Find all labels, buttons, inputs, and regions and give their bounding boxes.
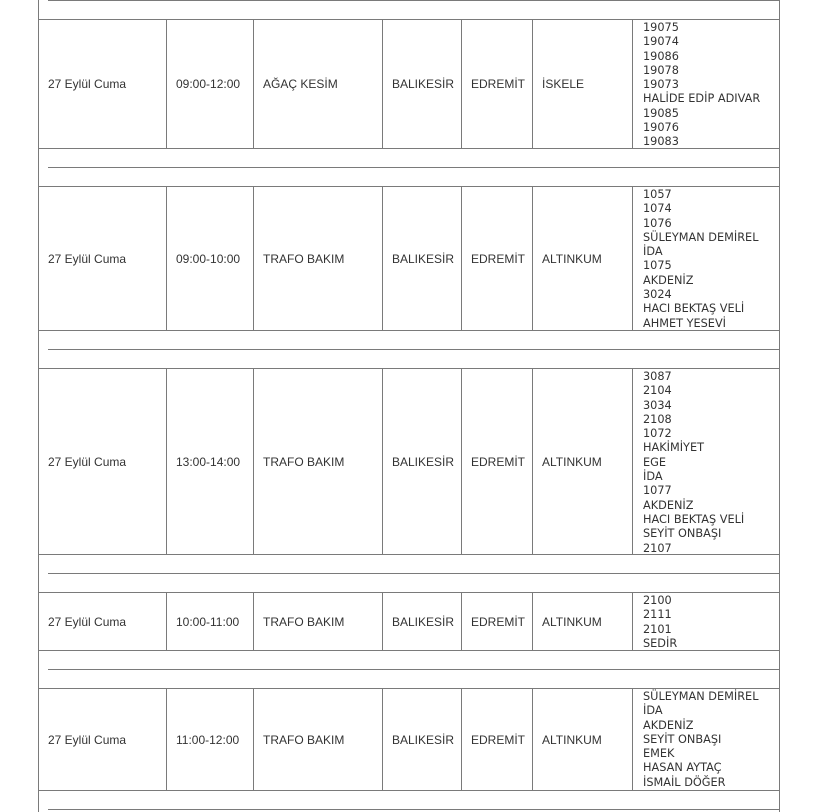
neighborhood-cell: ALTINKUM <box>533 187 633 330</box>
street-item: SÜLEYMAN DEMİREL <box>643 230 759 244</box>
table-spacer-row <box>39 0 779 20</box>
streets-cell <box>633 369 779 554</box>
table-row <box>39 369 779 555</box>
district-cell: EDREMİT <box>462 20 533 148</box>
street-item: HACI BEKTAŞ VELİ <box>643 302 745 316</box>
street-item: İDA <box>643 245 663 259</box>
outage-table-viewport <box>38 0 780 812</box>
street-item: İDA <box>643 704 663 718</box>
neighborhood-cell: ALTINKUM <box>533 689 633 790</box>
street-item: 1077 <box>643 484 672 498</box>
street-item: HALİDE EDİP ADIVAR <box>643 92 761 106</box>
table-spacer-row <box>39 149 779 187</box>
street-item: 3087 <box>643 370 672 383</box>
time-cell: 11:00-12:00 <box>167 689 254 790</box>
date-cell: 27 Eylül Cuma <box>39 689 167 790</box>
date-cell: 27 Eylül Cuma <box>39 20 167 148</box>
street-item: EMEK <box>643 747 675 761</box>
district-cell: EDREMİT <box>462 187 533 330</box>
table-row <box>39 187 779 331</box>
city-cell: BALIKESİR <box>383 593 462 650</box>
street-item: 19074 <box>643 35 679 49</box>
street-item: 1072 <box>643 427 672 441</box>
city-cell: BALIKESİR <box>383 689 462 790</box>
street-item: 1074 <box>643 202 672 216</box>
spacer-divider <box>48 349 779 350</box>
streets-cell <box>633 187 779 330</box>
date-cell: 27 Eylül Cuma <box>39 593 167 650</box>
street-item: 19085 <box>643 106 679 120</box>
street-item: SEDİR <box>643 636 678 650</box>
street-item: İSMAİL DÖĞER <box>643 775 726 789</box>
table-row <box>39 20 779 149</box>
city-cell: BALIKESİR <box>383 20 462 148</box>
street-item: 2111 <box>643 608 672 622</box>
date-cell: 27 Eylül Cuma <box>39 187 167 330</box>
street-item: SEYİT ONBAŞI <box>643 732 722 746</box>
neighborhood-cell: ALTINKUM <box>533 369 633 554</box>
street-item: İDA <box>643 470 663 484</box>
city-cell: BALIKESİR <box>383 187 462 330</box>
work-type-cell: AĞAÇ KESİM <box>254 20 383 148</box>
table-row <box>39 689 779 791</box>
work-type-cell: TRAFO BAKIM <box>254 187 383 330</box>
spacer-divider <box>48 669 779 670</box>
street-item: 2107 <box>643 541 672 555</box>
street-item: HAKİMİYET <box>643 441 704 455</box>
table-spacer-row <box>39 651 779 689</box>
street-item: 19075 <box>643 21 679 34</box>
street-item: AKDENİZ <box>643 498 694 512</box>
street-item: 19078 <box>643 63 679 77</box>
street-item: 3024 <box>643 288 672 302</box>
street-item: 1057 <box>643 188 672 201</box>
street-item: 2100 <box>643 594 672 607</box>
table-spacer-row <box>39 331 779 369</box>
street-item: 19083 <box>643 135 679 149</box>
time-cell: 09:00-12:00 <box>167 20 254 148</box>
street-item: 1076 <box>643 216 672 230</box>
table-spacer-row <box>39 555 779 593</box>
street-item: HASAN AYTAÇ <box>643 761 722 775</box>
street-item: 2101 <box>643 622 672 636</box>
time-cell: 09:00-10:00 <box>167 187 254 330</box>
street-item: 19076 <box>643 121 679 135</box>
work-type-cell: TRAFO BAKIM <box>254 369 383 554</box>
work-type-cell: TRAFO BAKIM <box>254 689 383 790</box>
spacer-divider <box>48 0 779 1</box>
spacer-divider <box>48 167 779 168</box>
district-cell: EDREMİT <box>462 689 533 790</box>
street-item: AKDENİZ <box>643 273 694 287</box>
street-item: HACI BEKTAŞ VELİ <box>643 512 745 526</box>
neighborhood-cell: İSKELE <box>533 20 633 148</box>
streets-cell <box>633 20 779 148</box>
streets-cell <box>633 689 779 790</box>
street-item: 19073 <box>643 78 679 92</box>
street-item: EGE <box>643 455 667 469</box>
street-item: 1075 <box>643 259 672 273</box>
neighborhood-cell: ALTINKUM <box>533 593 633 650</box>
city-cell: BALIKESİR <box>383 369 462 554</box>
street-list <box>643 370 744 556</box>
street-item: 19086 <box>643 49 679 63</box>
street-item: 3034 <box>643 398 672 412</box>
table-row <box>39 593 779 651</box>
date-cell: 27 Eylül Cuma <box>39 369 167 554</box>
street-item: 2108 <box>643 412 672 426</box>
street-item: SÜLEYMAN DEMİREL <box>643 690 759 703</box>
work-type-cell: TRAFO BAKIM <box>254 593 383 650</box>
street-item: AKDENİZ <box>643 718 694 732</box>
table-spacer-row <box>39 791 779 812</box>
street-item: AHMET YESEVİ <box>643 316 727 330</box>
street-list <box>643 690 758 790</box>
time-cell: 13:00-14:00 <box>167 369 254 554</box>
time-cell: 10:00-11:00 <box>167 593 254 650</box>
district-cell: EDREMİT <box>462 369 533 554</box>
street-list <box>643 21 760 150</box>
street-list <box>643 594 677 651</box>
street-item: SEYİT ONBAŞI <box>643 527 722 541</box>
spacer-divider <box>48 809 779 810</box>
outage-table <box>38 0 780 812</box>
street-item: 2104 <box>643 384 672 398</box>
streets-cell <box>633 593 779 650</box>
spacer-divider <box>48 573 779 574</box>
street-list <box>643 188 758 331</box>
district-cell: EDREMİT <box>462 593 533 650</box>
